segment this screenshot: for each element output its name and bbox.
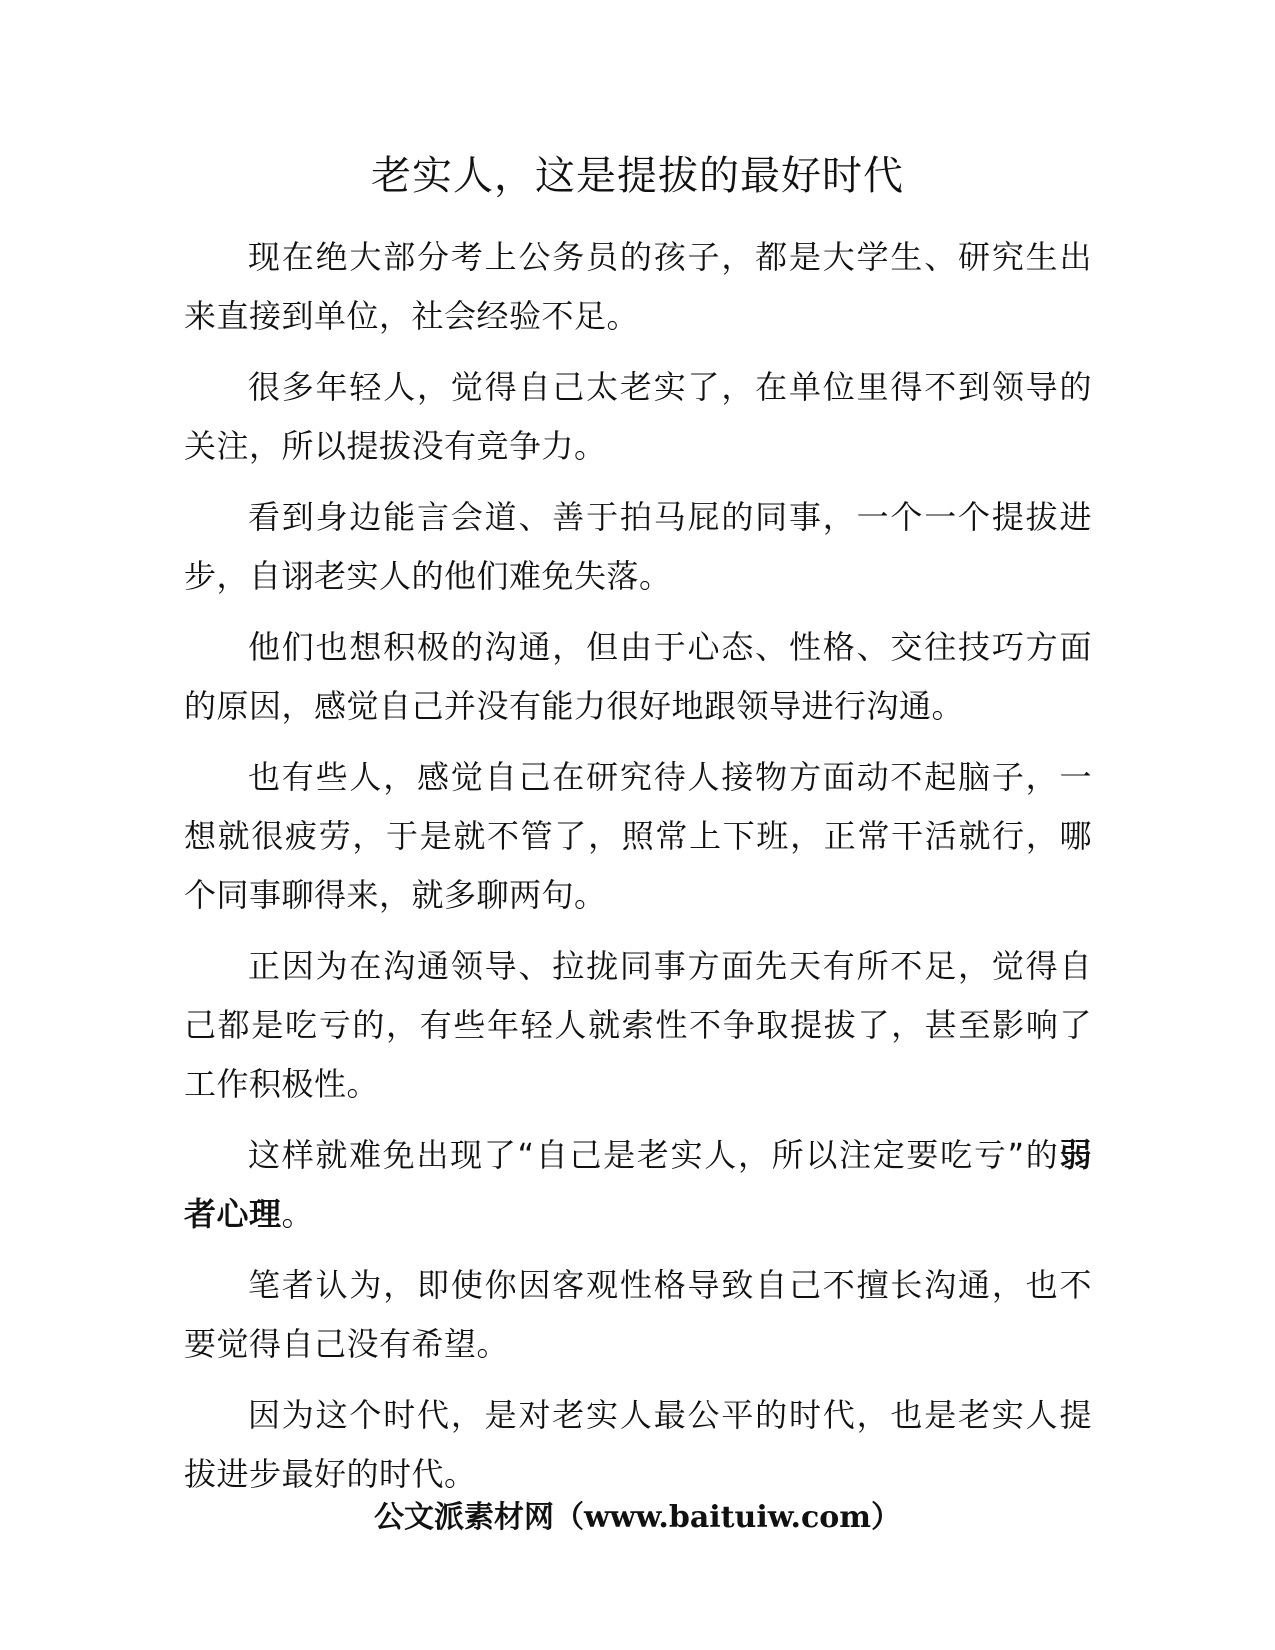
paragraph-6: 正因为在沟通领导、拉拢同事方面先天有所不足，觉得自己都是吃亏的，有些年轻人就索性不争取提拔了，甚至影响了工作积极性。	[184, 947, 1092, 1103]
paragraph-5: 也有些人，感觉自己在研究待人接物方面动不起脑子，一想就很疲劳，于是就不管了，照常上下班，正常干活就行，哪个同事聊得来，就多聊两句。	[184, 758, 1092, 914]
paragraph-9: 因为这个时代，是对老实人最公平的时代，也是老实人提拔进步最好的时代。	[184, 1396, 1092, 1493]
paragraph-7-emphasis: 弱者心理	[184, 1136, 1092, 1233]
document-title: 老实人，这是提拔的最好时代	[371, 153, 904, 199]
paragraph-1: 现在绝大部分考上公务员的孩子，都是大学生、研究生出来直接到单位，社会经验不足。	[184, 238, 1092, 335]
paragraph-8: 笔者认为，即使你因客观性格导致自己不擅长沟通，也不要觉得自己没有希望。	[184, 1266, 1092, 1363]
paragraph-2: 很多年轻人，觉得自己太老实了，在单位里得不到领导的关注，所以提拔没有竞争力。	[184, 368, 1092, 465]
footer-source: 公文派素材网（www.baituiw.com）	[373, 1500, 902, 1535]
paragraph-7-end: 。	[281, 1195, 315, 1233]
document-body	[184, 228, 1092, 1516]
paragraph-4: 他们也想积极的沟通，但由于心态、性格、交往技巧方面的原因，感觉自己并没有能力很好地跟领导进行沟通。	[184, 628, 1092, 725]
paragraph-3: 看到身边能言会道、善于拍马屁的同事，一个一个提拔进步，自诩老实人的他们难免失落。	[184, 498, 1092, 595]
paragraph-7-text: 这样就难免出现了“自己是老实人，所以注定要吃亏”的	[248, 1136, 1060, 1174]
paragraph-7	[184, 1126, 1092, 1244]
